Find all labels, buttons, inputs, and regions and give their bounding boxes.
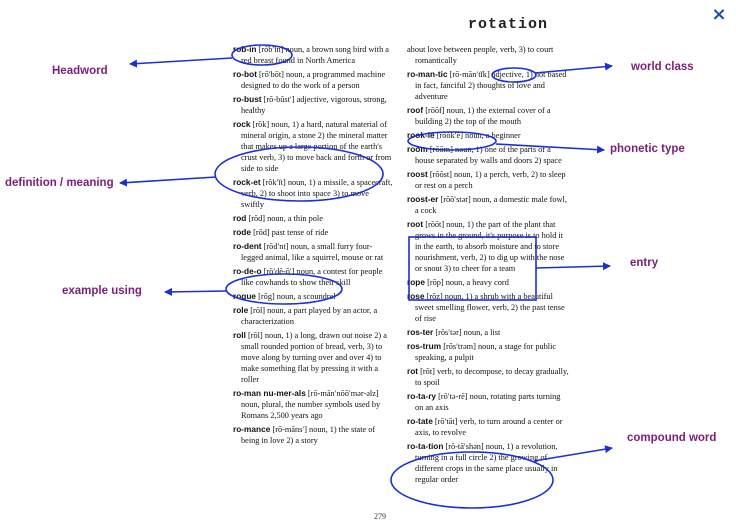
- dictionary-entry: [407, 366, 569, 388]
- dictionary-entry: [407, 169, 569, 191]
- entry-definition: [rōl] noun, a part played by an actor, a characterization: [241, 306, 378, 326]
- entry-definition: [rō-măn′tĭk] adjective, 1) not based in fact, fanciful 2) thoughts of love and adventure: [415, 70, 567, 101]
- entry-definition: [rōd] past tense of ride: [253, 228, 329, 237]
- dictionary-entry: [233, 330, 393, 385]
- entry-definition: [rŏk′ĭt] noun, 1) a missile, a spacecraft, verb, 2) to shoot into space 3) to move swiftly: [241, 178, 393, 209]
- entry-headword: ro-mance: [233, 424, 271, 434]
- dictionary-entry: [407, 416, 569, 438]
- dictionary-entry: [233, 305, 393, 327]
- entry-definition: [rō′tāt] verb, to turn around a center or axis, to revolve: [415, 417, 563, 437]
- dictionary-entry: [233, 119, 393, 174]
- entry-headword: rock-et: [233, 177, 261, 187]
- entry-headword: ros-trum: [407, 341, 442, 351]
- dictionary-entry: [233, 241, 393, 263]
- entry-headword: rock: [233, 119, 251, 129]
- entry-definition: about love between people, verb, 3) to court romantically: [407, 45, 554, 65]
- entry-headword: rod: [233, 213, 247, 223]
- definition-arrow: [120, 177, 216, 183]
- entry-headword: roost: [407, 169, 428, 179]
- compound-label: compound word: [627, 432, 717, 444]
- dictionary-entry: [407, 291, 569, 324]
- page-number: 279: [374, 512, 386, 521]
- dictionary-left-column: [233, 44, 393, 449]
- word-class-label: world class: [631, 61, 694, 73]
- entry-headword: role: [233, 305, 249, 315]
- dictionary-entry: [233, 266, 393, 288]
- entry-headword: rob-in: [233, 44, 257, 54]
- entry-definition: [rōz] noun, 1) a shrub with a beautiful sweet smelling flower, verb, 2) the past tense of rise: [415, 292, 565, 323]
- entry-headword: rot: [407, 366, 419, 376]
- dictionary-entry: [407, 327, 569, 338]
- dictionary-entry: [407, 391, 569, 413]
- dictionary-entry: [233, 44, 393, 66]
- entry-definition: [rōōst] noun, 1) a perch, verb, 2) to sleep or rest on a perch: [415, 170, 566, 190]
- dictionary-entry: [407, 144, 569, 166]
- dictionary-entry: [233, 69, 393, 91]
- headword-label: Headword: [52, 65, 108, 77]
- example-arrow: [165, 291, 226, 292]
- dictionary-entry: [233, 94, 393, 116]
- entry-definition: [rō-măns′] noun, 1) the state of being in love 2) a story: [241, 425, 376, 445]
- entry-definition: [rōōf] noun, 1) the external cover of a building 2) the top of the mouth: [415, 106, 551, 126]
- dictionary-entry: [407, 277, 569, 288]
- dictionary-entry: [407, 105, 569, 127]
- entry-definition: [rōōt] noun, 1) the part of the plant that grows in the ground, it's purpose is to hold it in the earth, to absorb moisture and to store nourishment, verb, 2) to dig up with the nose or snout 3) to cheer for a team: [415, 220, 565, 273]
- entry-headword: rope: [407, 277, 425, 287]
- dictionary-entry: [407, 219, 569, 274]
- dictionary-entry: [233, 388, 393, 421]
- entry-headword: rode: [233, 227, 251, 237]
- entry-headword: ros-ter: [407, 327, 434, 337]
- entry-headword: rook-ie: [407, 130, 435, 140]
- entry-definition: [rō-bŭst′] adjective, vigorous, strong, healthy: [241, 95, 387, 115]
- entry-definition: [rŏd] noun, a thin pole: [248, 214, 323, 223]
- dictionary-entry: [233, 213, 393, 224]
- entry-headword: ro-man-tic: [407, 69, 448, 79]
- entry-definition: [rŏk] noun, 1) a hard, natural material of mineral origin, a stone 2) the mineral matter that makes up a large portion of the earth's crust verb, 3) to move back and forth or from side to side: [241, 120, 392, 173]
- dictionary-entry: [233, 177, 393, 210]
- entry-definition: [rŏb′ĭn] noun, a brown song bird with a red breast found in North America: [241, 45, 389, 65]
- entry-definition: [rŏŏk′ē] noun, a beginner: [436, 131, 521, 140]
- entry-definition: [rŏs′tər] noun, a list: [435, 328, 501, 337]
- dictionary-entry: [407, 130, 569, 141]
- entry-definition: [rōō′stər] noun, a domestic male fowl, a cock: [415, 195, 567, 215]
- entry-definition: [rōōm] noun, 1) one of the parts of a house separated by walls and doors 2) space: [415, 145, 562, 165]
- entry-definition: [rō′dē-ō′] noun, a contest for people like cowhands to show their skill: [241, 267, 383, 287]
- example-label: example using: [62, 285, 142, 297]
- entry-headword: rogue: [233, 291, 257, 301]
- entry-definition: [rōd′nt] noun, a small furry four-legged animal, like a squirrel, mouse or rat: [241, 242, 384, 262]
- entry-headword: rose: [407, 291, 425, 301]
- definition-label: definition / meaning: [5, 177, 114, 189]
- entry-definition: [rōg] noun, a scoundrel: [258, 292, 336, 301]
- entry-headword: ro-dent: [233, 241, 262, 251]
- page-title: rotation: [468, 16, 549, 33]
- dictionary-entry: [233, 227, 393, 238]
- entry-definition: [rō-tā′shən] noun, 1) a revolution, turning in a full circle 2) the growing of different crops in the same place usually in regular order: [415, 442, 558, 484]
- entry-definition: [rō-măn′nōō′mər-əlz] noun, plural, the number symbols used by Romans 2,500 years ago: [241, 389, 381, 420]
- phonetic-label: phonetic type: [610, 143, 685, 155]
- entry-headword: root: [407, 219, 424, 229]
- dictionary-entry: [407, 441, 569, 485]
- dictionary-entry: [233, 424, 393, 446]
- dictionary-entry: [407, 194, 569, 216]
- close-button[interactable]: ×: [711, 4, 727, 25]
- entry-headword: ro-tate: [407, 416, 433, 426]
- entry-definition: [rō′tə-rē] noun, rotating parts turning on an axis: [415, 392, 561, 412]
- entry-label: entry: [630, 257, 659, 269]
- entry-headword: ro-man nu-mer-als: [233, 388, 306, 398]
- dictionary-entry: [407, 341, 569, 363]
- entry-definition: [rōp] noun, a heavy cord: [427, 278, 509, 287]
- entry-headword: room: [407, 144, 428, 154]
- dictionary-right-column: [407, 44, 569, 488]
- dictionary-entry: [407, 69, 569, 102]
- dictionary-entry: [233, 291, 393, 302]
- entry-headword: roll: [233, 330, 246, 340]
- headword-arrow: [130, 58, 232, 64]
- entry-headword: roost-er: [407, 194, 439, 204]
- entry-definition: [rŏs′trəm] noun, a stage for public speaking, a pulpit: [415, 342, 557, 362]
- entry-headword: ro-bot: [233, 69, 257, 79]
- entry-headword: roof: [407, 105, 424, 115]
- entry-definition: [rōl] noun, 1) a long, drawn out noise 2) a small rounded portion of bread, verb, 3) to move along by turning over and over 4) to make something flat by pressing it with a roller: [241, 331, 387, 384]
- entry-headword: ro-ta-ry: [407, 391, 437, 401]
- entry-definition: [rō′bŏt] noun, a programmed machine designed to do the work of a person: [241, 70, 386, 90]
- entry-headword: ro-de-o: [233, 266, 262, 276]
- entry-definition: [rŏt] verb, to decompose, to decay gradually, to spoil: [415, 367, 569, 387]
- entry-headword: ro-bust: [233, 94, 262, 104]
- entry-headword: ro-ta-tion: [407, 441, 444, 451]
- dictionary-entry: [407, 44, 569, 66]
